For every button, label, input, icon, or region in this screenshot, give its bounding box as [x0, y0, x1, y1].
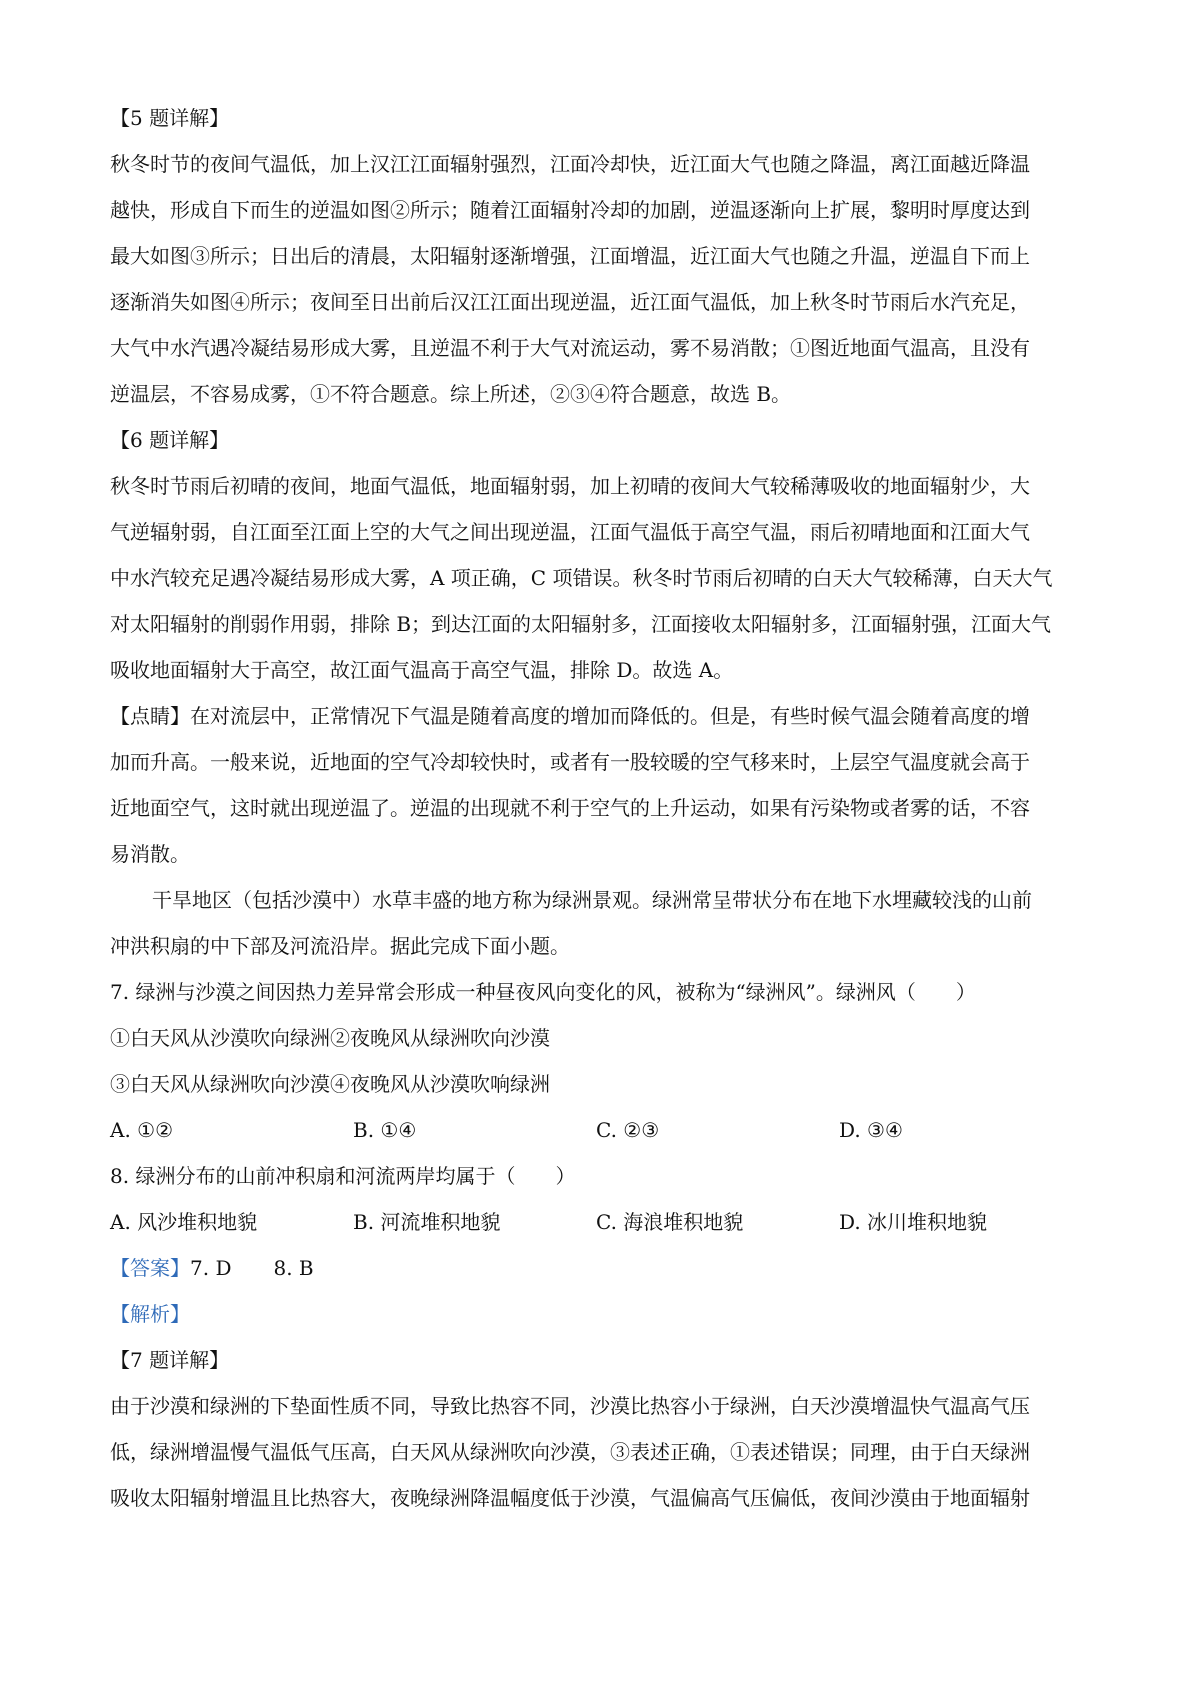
question-8-options [110, 1199, 1083, 1245]
option-b: B. 河流堆积地貌 [353, 1210, 501, 1234]
answer-7: 7. D [190, 1256, 232, 1280]
section-7-heading: 【7 题详解】 [110, 1348, 230, 1372]
tip-paragraph-first-line [110, 693, 1083, 739]
tip-line: 易消散。 [110, 842, 190, 866]
section-5-heading: 【5 题详解】 [110, 106, 230, 130]
section-5-line: 大气中水汽遇冷凝结易形成大雾，且逆温不利于大气对流运动，雾不易消散；①图近地面气温高，且没有 [110, 336, 1030, 360]
section-7-line: 低，绿洲增温慢气温低气压高，白天风从绿洲吹向沙漠，③表述正确，①表述错误；同理，由于白天绿洲 [110, 1440, 1030, 1464]
tip-label: 【点睛】 [110, 704, 190, 728]
analysis-label: 【解析】 [110, 1302, 190, 1326]
section-7-line: 吸收太阳辐射增温且比热容大，夜晚绿洲降温幅度低于沙漠，气温偏高气压偏低，夜间沙漠由于地面辐射 [110, 1486, 1030, 1510]
question-7-statements-1: ①白天风从沙漠吹向绿洲②夜晚风从绿洲吹向沙漠 [110, 1026, 550, 1050]
option-d: D. ③④ [839, 1118, 903, 1142]
tip-line: 加而升高。一般来说，近地面的空气冷却较快时，或者有一股较暖的空气移来时，上层空气温度就会高于 [110, 750, 1030, 774]
section-5-line: 逆温层，不容易成雾，①不符合题意。综上所述，②③④符合题意，故选 B。 [110, 382, 792, 406]
section-5-line: 越快，形成自下而生的逆温如图②所示；随着江面辐射冷却的加剧，逆温逐渐向上扩展，黎明时厚度达到 [110, 198, 1030, 222]
section-5-line: 逐渐消失如图④所示；夜间至日出前后汉江江面出现逆温，近江面气温低，加上秋冬时节雨后水汽充足， [110, 290, 1030, 314]
answer-label: 【答案】 [110, 1256, 190, 1280]
option-a: A. ①② [110, 1118, 174, 1142]
section-6-heading: 【6 题详解】 [110, 428, 230, 452]
section-5-line: 最大如图③所示；日出后的清晨，太阳辐射逐渐增强，江面增温，近江面大气也随之升温，逆温自下而上 [110, 244, 1030, 268]
section-6-line: 中水汽较充足遇冷凝结易形成大雾，A 项正确，C 项错误。秋冬时节雨后初晴的白天大气较稀薄，白天大气 [110, 566, 1053, 590]
answer-line [110, 1245, 1083, 1291]
question-7-statements-2: ③白天风从绿洲吹向沙漠④夜晚风从沙漠吹响绿洲 [110, 1072, 550, 1096]
section-7-line: 由于沙漠和绿洲的下垫面性质不同，导致比热容不同，沙漠比热容小于绿洲，白天沙漠增温快气温高气压 [110, 1394, 1030, 1418]
question-7-options [110, 1107, 1083, 1153]
tip-line: 近地面空气，这时就出现逆温了。逆温的出现就不利于空气的上升运动，如果有污染物或者雾的话，不容 [110, 796, 1030, 820]
section-6-line: 对太阳辐射的削弱作用弱，排除 B；到达江面的太阳辐射多，江面接收太阳辐射多，江面辐射强，江面大气 [110, 612, 1052, 636]
option-c: C. ②③ [596, 1118, 660, 1142]
option-d: D. 冰川堆积地貌 [839, 1210, 988, 1234]
question-7-stem: 7. 绿洲与沙漠之间因热力差异常会形成一种昼夜风向变化的风，被称为“绿洲风”。绿洲风（ ） [110, 980, 976, 1004]
tip-text: 在对流层中，正常情况下气温是随着高度的增加而降低的。但是，有些时候气温会随着高度的增 [190, 704, 1030, 728]
option-a: A. 风沙堆积地貌 [110, 1210, 258, 1234]
intro-line: 干旱地区（包括沙漠中）水草丰盛的地方称为绿洲景观。绿洲常呈带状分布在地下水埋藏较浅的山前 [152, 888, 1032, 912]
answer-8: 8. B [273, 1256, 314, 1280]
section-6-line: 秋冬时节雨后初晴的夜间，地面气温低，地面辐射弱，加上初晴的夜间大气较稀薄吸收的地面辐射少，大 [110, 474, 1030, 498]
section-6-line: 吸收地面辐射大于高空，故江面气温高于高空气温，排除 D。故选 A。 [110, 658, 734, 682]
section-5-line: 秋冬时节的夜间气温低，加上汉江江面辐射强烈，江面冷却快，近江面大气也随之降温，离江面越近降温 [110, 152, 1030, 176]
option-b: B. ①④ [353, 1118, 417, 1142]
option-c: C. 海浪堆积地貌 [596, 1210, 744, 1234]
question-8-stem: 8. 绿洲分布的山前冲积扇和河流两岸均属于（ ） [110, 1164, 576, 1188]
section-6-line: 气逆辐射弱，自江面至江面上空的大气之间出现逆温，江面气温低于高空气温，雨后初晴地面和江面大气 [110, 520, 1030, 544]
intro-line: 冲洪积扇的中下部及河流沿岸。据此完成下面小题。 [110, 934, 570, 958]
